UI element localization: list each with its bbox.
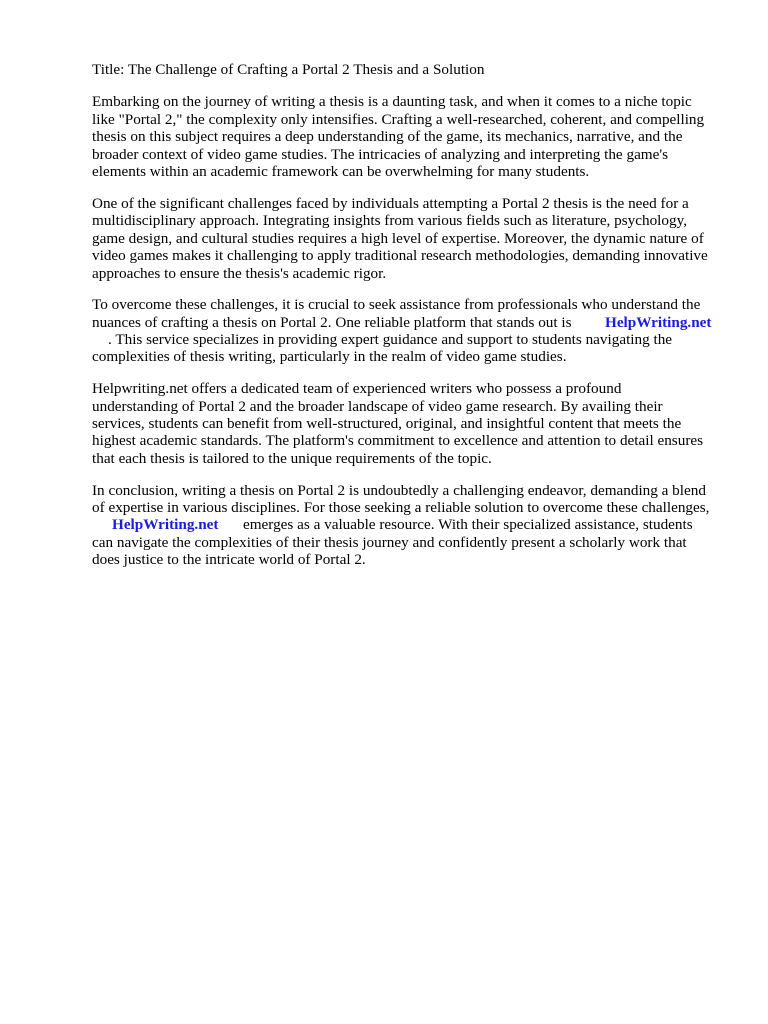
paragraph-5-line-5: does justice to the intricate world of Portal 2. <box>92 551 366 568</box>
paragraph-5-line-4: can navigate the complexities of their thesis journey and confidently present a scholarly work that <box>92 534 687 551</box>
paragraph-2-line-4: video games makes it challenging to apply traditional research methodologies, demanding innovative <box>92 247 708 264</box>
paragraph-5-line-1: In conclusion, writing a thesis on Portal 2 is undoubtedly a challenging endeavor, demanding a blend <box>92 482 706 499</box>
paragraph-1-line-4: broader context of video game studies. The intricacies of analyzing and interpreting the game's <box>92 146 669 163</box>
paragraph-5-line-2: of expertise in various disciplines. For those seeking a reliable solution to overcome these challenges, <box>92 499 710 516</box>
helpwriting-link-2[interactable]: HelpWriting.net <box>112 516 219 533</box>
paragraph-1-line-5: elements within an academic framework can be overwhelming for many students. <box>92 163 590 180</box>
paragraph-4-line-1: Helpwriting.net offers a dedicated team of experienced writers who possess a profound <box>92 380 622 397</box>
paragraph-1-line-2: like "Portal 2," the complexity only intensifies. Crafting a well-researched, coherent, and compelling <box>92 111 705 128</box>
paragraph-2-line-3: game design, and cultural studies requires a high level of expertise. Moreover, the dynamic nature of <box>92 230 704 247</box>
paragraph-3-line-4: complexities of thesis writing, particularly in the realm of video game studies. <box>92 348 567 365</box>
paragraph-4-line-3: services, students can benefit from well-structured, original, and insightful content that meets the <box>92 415 682 432</box>
paragraph-4-line-4: highest academic standards. The platform's commitment to excellence and attention to detail ensures <box>92 432 704 449</box>
helpwriting-link-1[interactable]: HelpWriting.net <box>605 314 712 331</box>
paragraph-1-line-1: Embarking on the journey of writing a thesis is a daunting task, and when it comes to a niche topic <box>92 93 692 110</box>
paragraph-3-line-1: To overcome these challenges, it is crucial to seek assistance from professionals who understand the <box>92 296 701 313</box>
paragraph-2-line-5: approaches to ensure the thesis's academic rigor. <box>92 265 387 282</box>
paragraph-2-line-2: multidisciplinary approach. Integrating insights from various fields such as literature, psychology, <box>92 212 687 229</box>
paragraph-1-line-3: thesis on this subject requires a deep understanding of the game, its mechanics, narrative, and the <box>92 128 683 145</box>
paragraph-3-line-3: . This service specializes in providing expert guidance and support to students navigating the <box>108 331 673 348</box>
paragraph-4-line-2: understanding of Portal 2 and the broader landscape of video game research. By availing their <box>92 398 663 415</box>
paragraph-3-line-2: nuances of crafting a thesis on Portal 2. One reliable platform that stands out is <box>92 314 572 331</box>
paragraph-2-line-1: One of the significant challenges faced by individuals attempting a Portal 2 thesis is the need for a <box>92 195 689 212</box>
paragraph-4-line-5: that each thesis is tailored to the unique requirements of the topic. <box>92 450 492 467</box>
paragraph-5-line-3: emerges as a valuable resource. With their specialized assistance, students <box>243 516 693 533</box>
document-title: Title: The Challenge of Crafting a Portal 2 Thesis and a Solution <box>92 61 485 78</box>
